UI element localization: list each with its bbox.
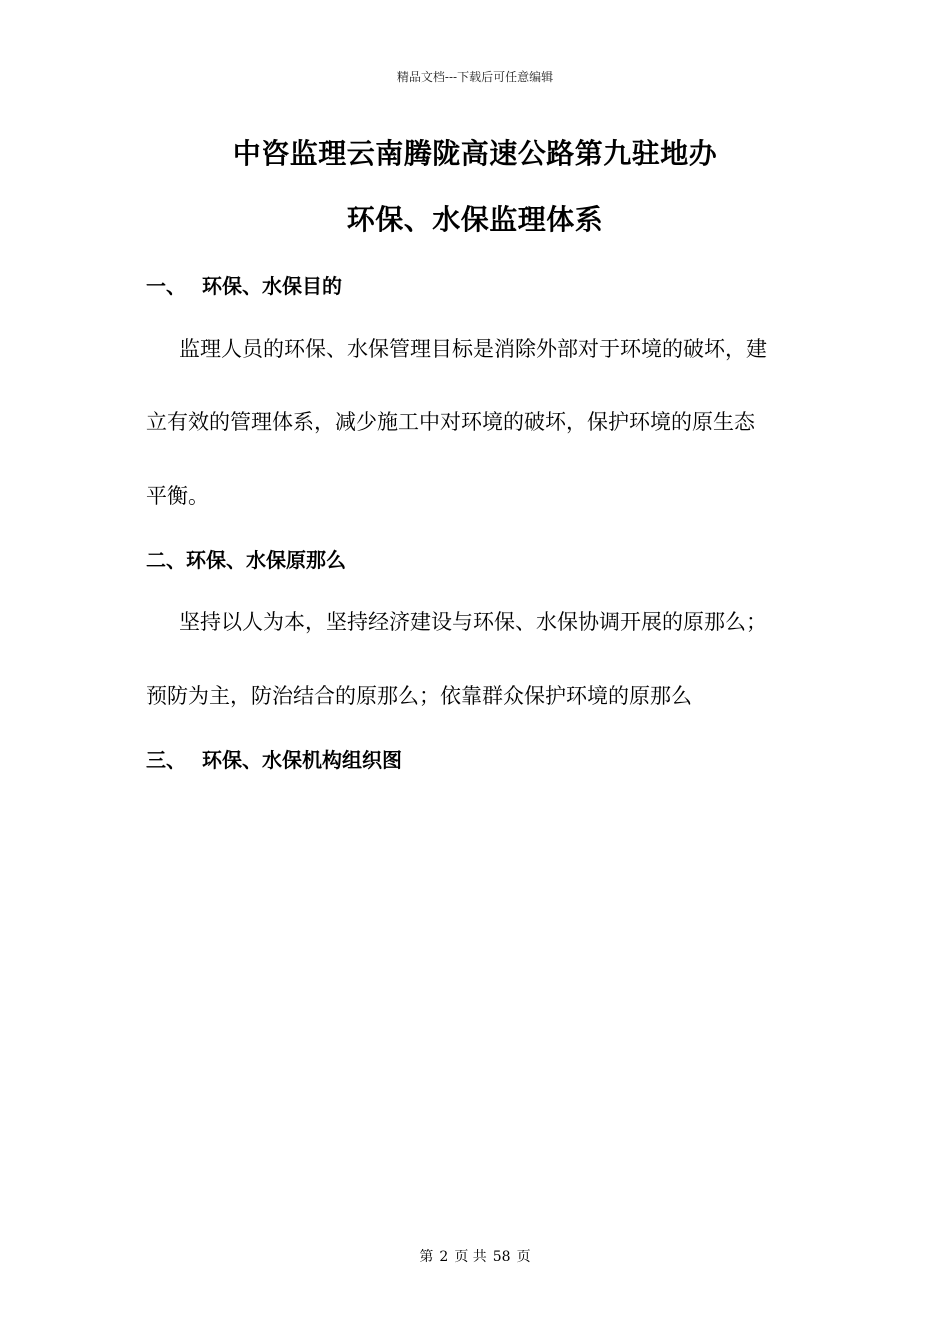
section-title-1: 环保、水保目的 — [202, 274, 342, 298]
document-subtitle: 环保、水保监理体系 — [346, 203, 604, 236]
header-note: 精品文档---下载后可任意编辑 — [396, 70, 554, 84]
paragraph-line: 监理人员的环保、水保管理目标是消除外部对于环境的破坏，建 — [179, 337, 767, 361]
paragraph-line: 坚持以人为本，坚持经济建设与环保、水保协调开展的原那么； — [179, 610, 767, 634]
page-footer — [0, 1246, 950, 1266]
footer-total-pages: 58 — [492, 1249, 511, 1265]
section-heading-2 — [146, 544, 346, 573]
section-number-1: 一、 — [146, 274, 186, 298]
document-title: 中咨监理云南腾陇高速公路第九驻地办 — [232, 137, 718, 170]
paragraph-line: 预防为主，防治结合的原那么；依靠群众保护环境的原那么 — [146, 684, 692, 708]
footer-page-number: 2 — [439, 1249, 449, 1265]
section-heading-3 — [146, 744, 402, 773]
footer-suffix: 页 — [516, 1249, 531, 1265]
paragraph-line: 平衡。 — [146, 484, 209, 508]
paragraph-line: 立有效的管理体系，减少施工中对环境的破坏，保护环境的原生态 — [146, 410, 755, 434]
section-title-2: 环保、水保原那么 — [186, 548, 346, 572]
section-number-2: 二、 — [146, 548, 186, 572]
section-heading-1 — [146, 270, 342, 299]
section-title-3: 环保、水保机构组织图 — [202, 748, 402, 772]
section-number-3: 三、 — [146, 748, 186, 772]
footer-prefix: 第 — [419, 1249, 434, 1265]
footer-mid: 页 共 — [454, 1249, 487, 1265]
